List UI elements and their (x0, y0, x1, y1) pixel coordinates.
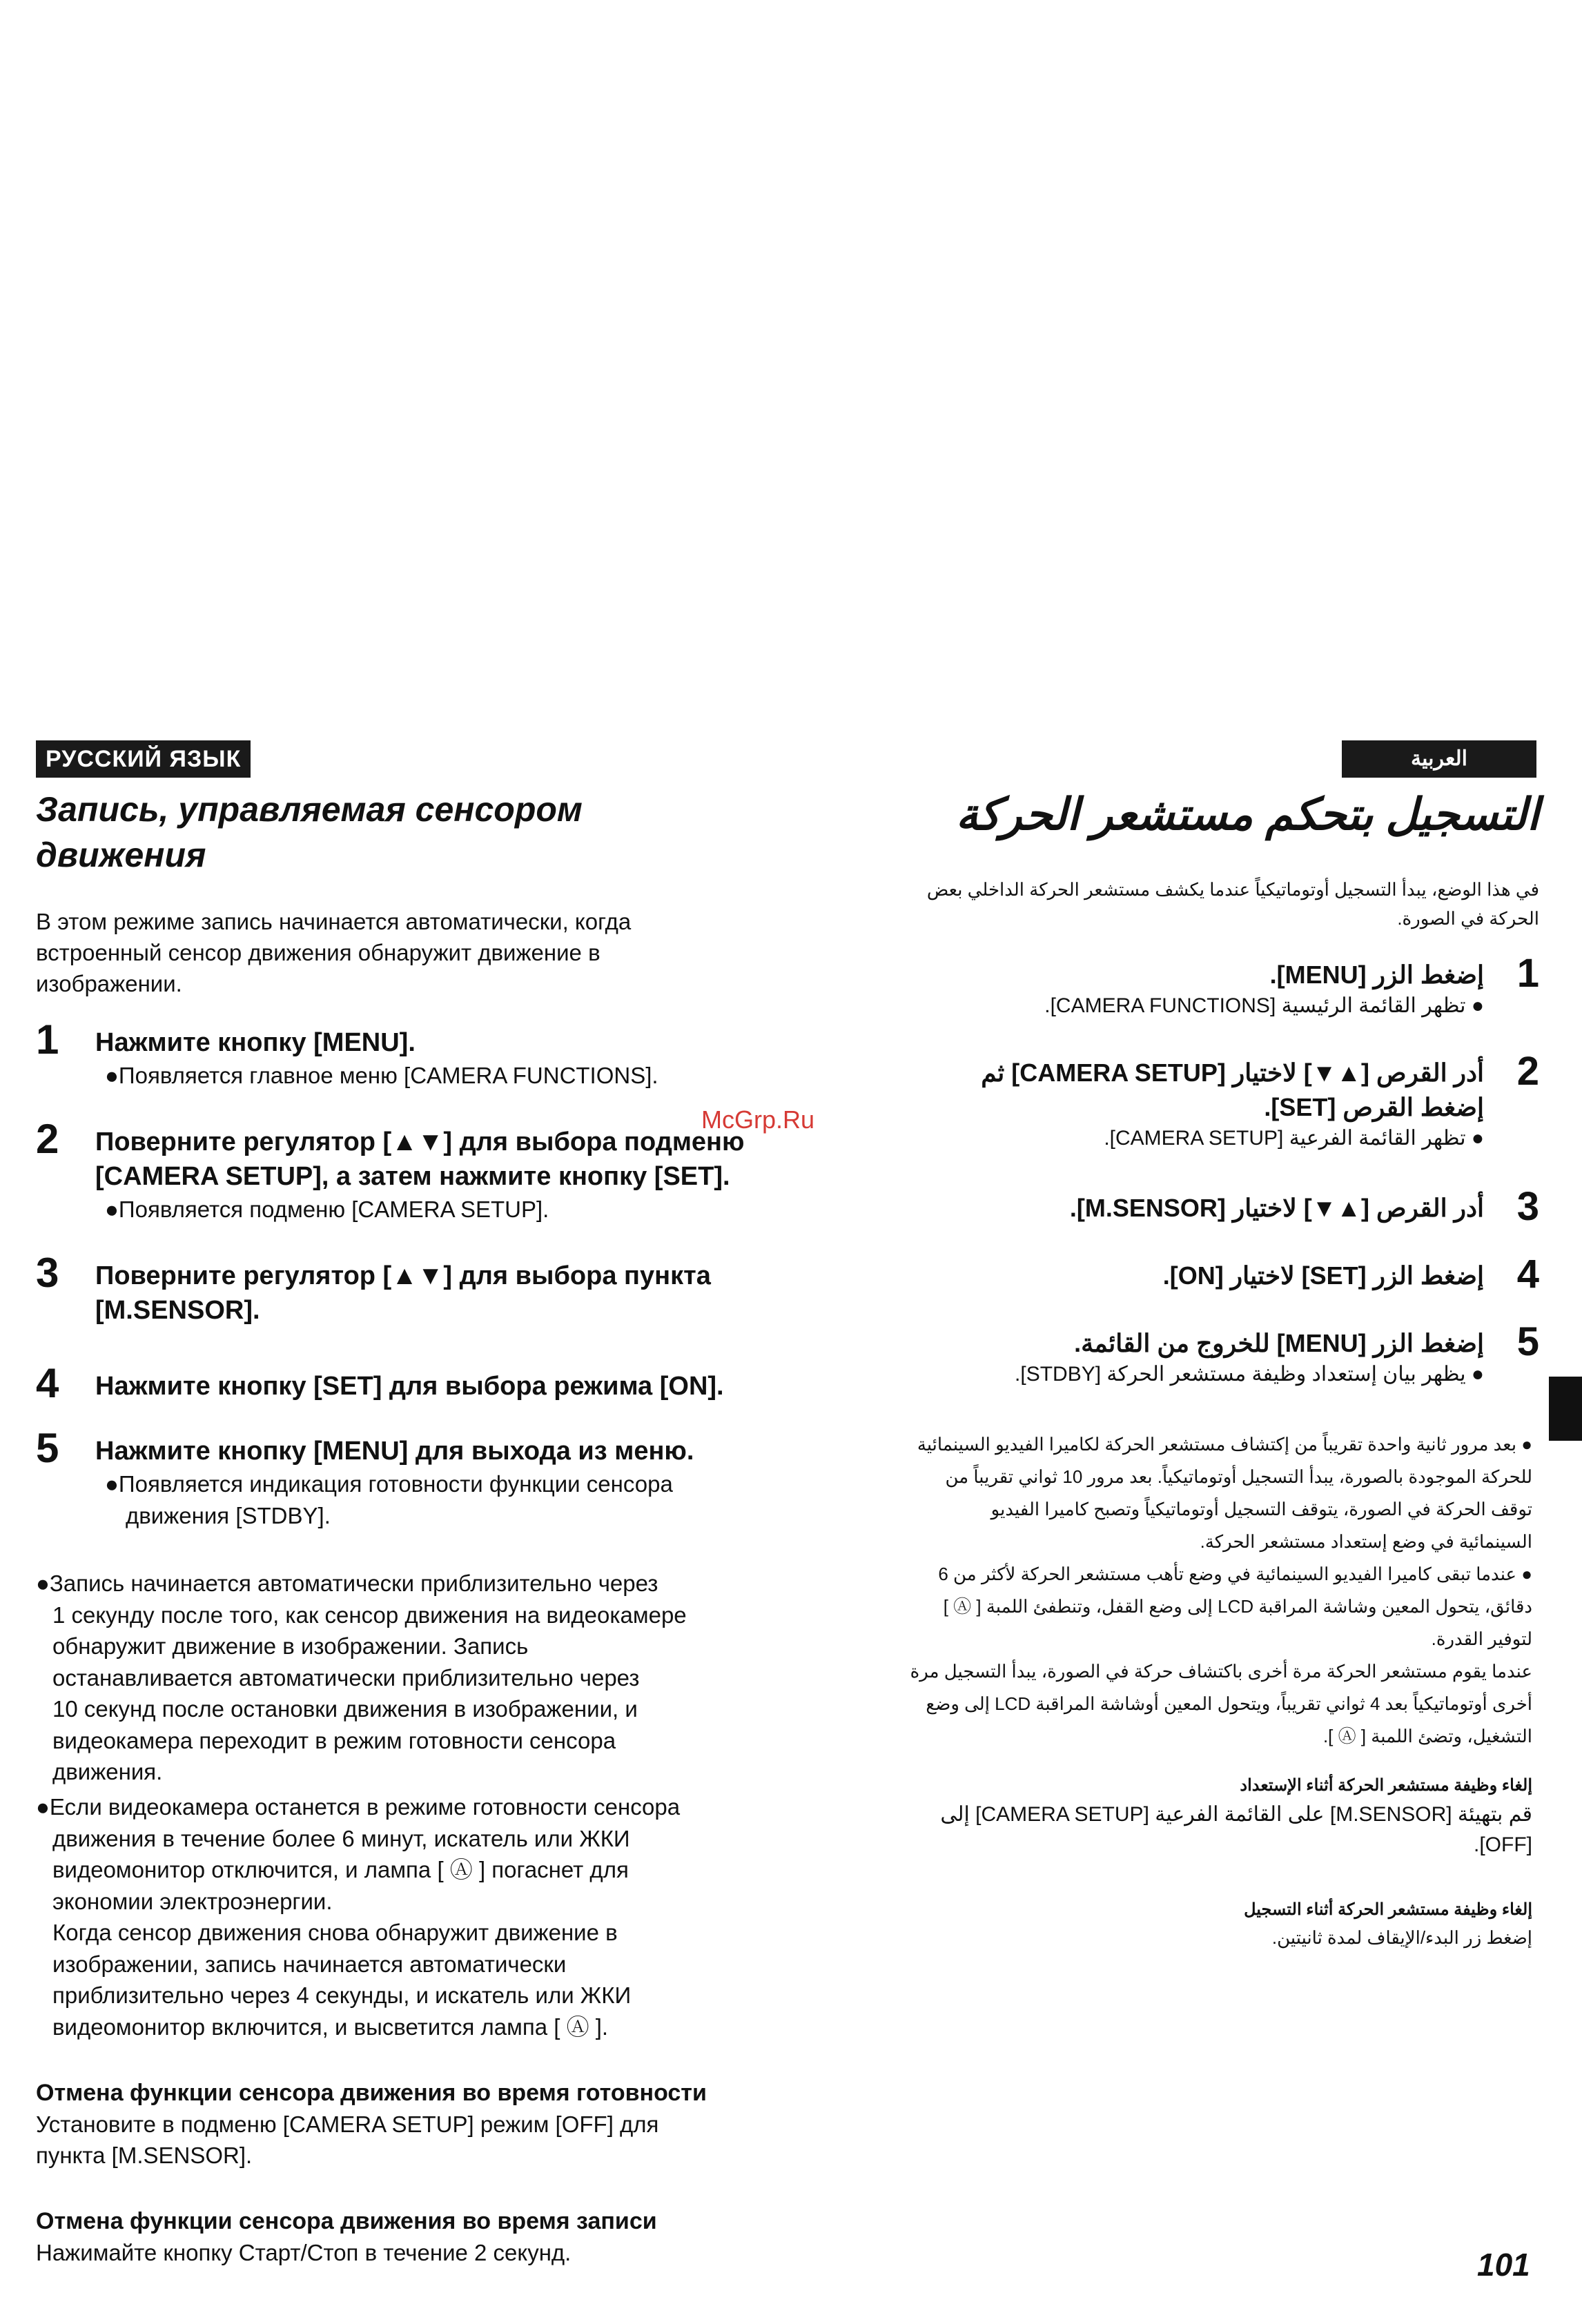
section-title-russian (36, 787, 726, 878)
text-line: 1 секунду после того, как сенсор движения на видеокамере (52, 1602, 687, 1628)
step-text: إضغط الزر [SET] لاختيار [ON]. (1162, 1261, 1484, 1290)
subheading: Отмена функции сенсора движения во время записи (36, 2208, 657, 2234)
page-number: 101 (1477, 2247, 1530, 2283)
text-line: Установите в подменю [CAMERA SETUP] режим [OFF] для (36, 2111, 659, 2137)
text-line: أخرى أوتوماتيكياً بعد 4 ثواني تقريباً، ويتحول المعين أوشاشة المراقبة LCD إلى وضع (926, 1693, 1532, 1714)
step-text: Поверните регулятор [▲▼] для выбора пункта (95, 1261, 711, 1290)
step-number: 4 (1516, 1252, 1539, 1297)
step-text: Поверните регулятор [▲▼] для выбора подменю (95, 1127, 745, 1156)
step-number: 3 (1516, 1184, 1539, 1229)
step-text: Нажмите кнопку [MENU] для выхода из меню. (95, 1437, 694, 1466)
ar-step-5 (814, 1319, 1539, 1388)
step-number: 3 (36, 1250, 59, 1296)
text-line: экономии электроэнергии. (52, 1888, 333, 1914)
text-line: видеомонитор отключится, и лампа [ Ⓐ ] погаснет для (52, 1857, 629, 1882)
title-line: Запись, управляемая сенсором (36, 790, 583, 829)
title-line: движения (36, 836, 206, 874)
subheading: إلغاء وظيفة مستشعر الحركة أثناء التسجيل (1244, 1900, 1532, 1919)
watermark: McGrp.Ru (701, 1105, 815, 1134)
text-line: [OFF]. (1473, 1833, 1532, 1856)
step-number: 5 (1516, 1319, 1539, 1364)
text-line: ● عندما تبقى كاميرا الفيديو السينمائية في وضع تأهب مستشعر الحركة لأكثر من 6 (938, 1564, 1532, 1584)
note-standby-timeout (36, 1791, 837, 2042)
step-text: أدر القرص [▲▼] لاختيار [M.SENSOR]. (1069, 1194, 1484, 1222)
step-number: 4 (36, 1360, 59, 1406)
text-line: Нажимайте кнопку Старт/Стоп в течение 2 секунд. (36, 2240, 572, 2265)
text-line: видеокамера переходит в режим готовности сенсора (52, 1727, 616, 1753)
step-number: 2 (36, 1116, 59, 1162)
language-badge-russian: РУССКИЙ ЯЗЫК (36, 740, 251, 778)
ar-step-1 (814, 951, 1539, 1020)
text-line: دقائق، يتحول المعين وشاشة المراقبة LCD إلى وضع القفل، وتنطفئ اللمبة [ Ⓐ ] (943, 1596, 1532, 1617)
text-line: видеомонитор включится, и высветится лампа [ Ⓐ ]. (52, 2013, 609, 2040)
ar-step-2 (814, 1049, 1539, 1152)
step-text: Нажмите кнопку [SET] для выбора режима [ON]. (95, 1372, 724, 1401)
subheading: إلغاء وظيفة مستشعر الحركة أثناء الإستعداد (1240, 1776, 1532, 1795)
text-line: ●Если видеокамера останется в режиме готовности сенсора (36, 1794, 681, 1820)
text-line: останавливается автоматически приблизительно через (52, 1664, 640, 1691)
cancel-recording-section-arabic (877, 1896, 1532, 1951)
step-text: [M.SENSOR]. (95, 1296, 260, 1325)
text-line: изображении, запись начинается автоматически (52, 1951, 567, 1977)
step-number: 2 (1516, 1049, 1539, 1094)
step-note: ● تظهر القائمة الفرعية [CAMERA SETUP]. (1104, 1127, 1484, 1150)
cancel-standby-section-arabic (877, 1772, 1532, 1860)
text-line: قم بتهيئة [M.SENSOR] على القائمة الفرعية [CAMERA SETUP] إلى (940, 1803, 1532, 1826)
step-note: ● تظهر القائمة الرئيسية [CAMERA FUNCTIONS]. (1044, 994, 1484, 1017)
step-text: Нажмите кнопку [MENU]. (95, 1028, 416, 1057)
step-note: ● يظهر بيان إستعداد وظيفة مستشعر الحركة [STDBY]. (1015, 1363, 1484, 1386)
subheading: Отмена функции сенсора движения во время готовности (36, 2080, 707, 2106)
text-line: ●Запись начинается автоматически приблизительно через (36, 1570, 658, 1596)
language-badge-arabic: العربية (1342, 740, 1536, 778)
step-5 (36, 1425, 816, 1532)
text-line: لتوفير القدرة. (1431, 1628, 1532, 1649)
text-line: В этом режиме запись начинается автоматически, когда (36, 909, 632, 934)
text-line: движения в течение более 6 минут, искатель или ЖКИ (52, 1825, 630, 1851)
text-line: встроенный сенсор движения обнаружит движение в (36, 940, 600, 965)
text-line: للحركة الموجودة بالصورة، يبدأ التسجيل أوتوماتيكياً. بعد مرور 10 ثواني تقريباً من (945, 1466, 1532, 1487)
text-line: движения. (52, 1759, 163, 1784)
text-line: изображении. (36, 971, 182, 996)
step-number: 5 (36, 1425, 59, 1471)
step-note: ●Появляется главное меню [CAMERA FUNCTIONS]. (105, 1063, 658, 1088)
step-note: ●Появляется индикация готовности функции сенсора (105, 1471, 673, 1497)
note-motion-start (36, 1568, 837, 1788)
text-line: في هذا الوضع، يبدأ التسجيل أوتوماتيكياً عندما يكشف مستشعر الحركة الداخلي بعض (926, 879, 1539, 900)
text-line: الحركة في الصورة. (1397, 908, 1539, 929)
text-line: 10 секунд после остановки движения в изображении, и (52, 1696, 638, 1722)
text-line: توقف الحركة في الصورة، يتوقف التسجيل أوتوماتيكياً وتصبح كاميرا الفيديو (990, 1499, 1532, 1519)
text-line: приблизительно через 4 секунды, и искатель или ЖКИ (52, 1982, 632, 2008)
step-text: إضغط الزر [MENU]. (1269, 961, 1484, 989)
text-line: пункта [M.SENSOR]. (36, 2143, 253, 2168)
intro-paragraph-arabic (877, 875, 1539, 933)
step-4 (36, 1360, 816, 1406)
intro-paragraph (36, 906, 754, 999)
ar-step-3 (814, 1184, 1539, 1229)
step-note: движения [STDBY]. (126, 1503, 331, 1528)
text-line: ● بعد مرور ثانية واحدة تقريباً من إكتشاف مستشعر الحركة لكاميرا الفيديو السينمائية (917, 1434, 1532, 1455)
step-text: إضغط الزر [MENU] للخروج من القائمة. (1074, 1329, 1484, 1357)
text-line: التشغيل، وتضئ اللمبة [ Ⓐ ]. (1322, 1726, 1532, 1746)
text-line: السينمائية في وضع إستعداد مستشعر الحركة. (1200, 1531, 1532, 1552)
step-text: أدر القرص [▲▼] لاختيار [CAMERA SETUP] ثم (981, 1058, 1484, 1087)
section-tab-marker (1549, 1377, 1582, 1441)
cancel-recording-section (36, 2205, 837, 2268)
cancel-standby-section (36, 2077, 837, 2171)
text-line: Когда сенсор движения снова обнаружит движение в (52, 1920, 618, 1945)
step-3 (36, 1250, 816, 1328)
step-note: ●Появляется подменю [CAMERA SETUP]. (105, 1197, 549, 1222)
section-title-arabic: التسجيل بتحكم مستشعر الحركة (955, 789, 1539, 839)
text-line: обнаружит движение в изображении. Запись (52, 1633, 529, 1659)
text-line: عندما يقوم مستشعر الحركة مرة أخرى باكتشاف حركة في الصورة، يبدأ التسجيل مرة (910, 1661, 1532, 1682)
step-1 (36, 1016, 816, 1092)
step-number: 1 (1516, 951, 1539, 996)
step-number: 1 (36, 1016, 59, 1063)
text-line: إضغط زر البدء/الإيقاف لمدة ثانيتين. (1271, 1927, 1532, 1948)
ar-step-4 (814, 1252, 1539, 1297)
step-text: إضغط القرص [SET]. (1264, 1093, 1484, 1121)
notes-arabic (877, 1428, 1532, 1753)
step-text: [CAMERA SETUP], а затем нажмите кнопку [SET]. (95, 1162, 730, 1191)
